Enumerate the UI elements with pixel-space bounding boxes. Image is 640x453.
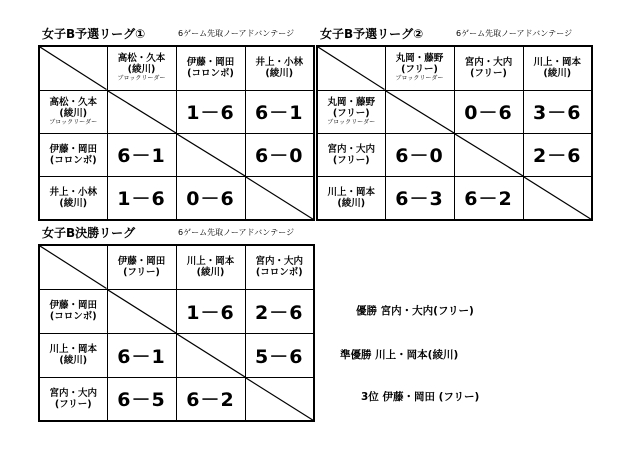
score-cell: 6－3 (385, 176, 454, 220)
result-third: 3位 伊藤・岡田 (フリー) (361, 391, 480, 403)
diagonal-cell (245, 377, 314, 421)
league2-table (316, 45, 593, 221)
row-header: 川上・岡本 (綾川) (39, 333, 107, 377)
score-cell: 0－6 (454, 90, 523, 133)
score-cell: 5－6 (245, 333, 314, 377)
score-cell: 3－6 (523, 90, 592, 133)
diagonal-cell (454, 133, 523, 176)
diagonal-cell (245, 176, 314, 220)
league1-rule: 6ゲーム先取ノーアドバンテージ (178, 29, 295, 38)
score-cell: 1－6 (176, 289, 245, 333)
result-second: 準優勝 川上・岡本(綾川) (340, 349, 459, 361)
league2-title: 女子B予選リーグ② (320, 27, 424, 41)
col-header: 川上・岡本 (綾川) (176, 245, 245, 289)
score-cell: 6－2 (454, 176, 523, 220)
col-header: 川上・岡本 (綾川) (523, 46, 592, 90)
row-header: 井上・小林 (綾川) (39, 176, 107, 220)
col-header: 丸岡・藤野 (フリー) ブロックリーダー (385, 46, 454, 90)
diagonal-cell (385, 90, 454, 133)
corner-cell (39, 46, 107, 90)
final-rule: 6ゲーム先取ノーアドバンテージ (178, 228, 295, 237)
row-header: 宮内・大内 (フリー) (39, 377, 107, 421)
corner-cell (39, 245, 107, 289)
score-cell: 0－6 (176, 176, 245, 220)
row-header: 宮内・大内 (フリー) (317, 133, 385, 176)
result-first: 優勝 宮内・大内(フリー) (356, 305, 474, 317)
score-cell: 2－6 (245, 289, 314, 333)
score-cell: 6－1 (245, 90, 314, 133)
col-header: 伊藤・岡田 (コロンボ) (176, 46, 245, 90)
league1-title: 女子B予選リーグ① (42, 27, 146, 41)
score-cell: 6－1 (107, 333, 176, 377)
score-cell: 6－2 (176, 377, 245, 421)
league2-rule: 6ゲーム先取ノーアドバンテージ (456, 29, 573, 38)
row-header: 伊藤・岡田 (コロンボ) (39, 289, 107, 333)
score-cell: 1－6 (176, 90, 245, 133)
score-cell: 1－6 (107, 176, 176, 220)
diagonal-cell (176, 133, 245, 176)
col-header: 高松・久本 (綾川) ブロックリーダー (107, 46, 176, 90)
diagonal-cell (176, 333, 245, 377)
league1-table (38, 45, 315, 221)
score-cell: 6－0 (245, 133, 314, 176)
diagonal-cell (523, 176, 592, 220)
row-header: 伊藤・岡田 (コロンボ) (39, 133, 107, 176)
final-table (38, 244, 315, 422)
col-header: 宮内・大内 (コロンボ) (245, 245, 314, 289)
score-cell: 6－1 (107, 133, 176, 176)
row-header: 丸岡・藤野 (フリー) ブロックリーダー (317, 90, 385, 133)
final-title: 女子B決勝リーグ (42, 226, 136, 240)
score-cell: 6－5 (107, 377, 176, 421)
corner-cell (317, 46, 385, 90)
row-header: 川上・岡本 (綾川) (317, 176, 385, 220)
score-cell: 6－0 (385, 133, 454, 176)
row-header: 高松・久本 (綾川) ブロックリーダー (39, 90, 107, 133)
col-header: 宮内・大内 (フリー) (454, 46, 523, 90)
score-cell: 2－6 (523, 133, 592, 176)
diagonal-cell (107, 289, 176, 333)
col-header: 井上・小林 (綾川) (245, 46, 314, 90)
diagonal-cell (107, 90, 176, 133)
col-header: 伊藤・岡田 (フリー) (107, 245, 176, 289)
